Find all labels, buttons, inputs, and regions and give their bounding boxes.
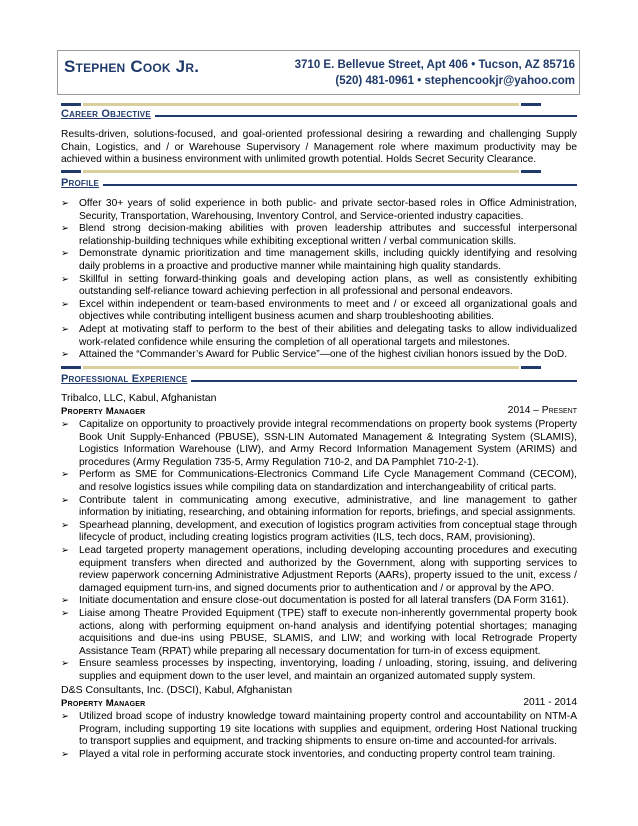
objective-divider-left (61, 170, 81, 173)
contact-block (295, 57, 575, 89)
header-box (57, 50, 580, 95)
job-1-role: Property Manager (61, 406, 146, 417)
profile-divider-right (521, 366, 541, 369)
arrow-bullet-icon: ➢ (61, 198, 69, 209)
objective-heading: Career Objective (61, 108, 155, 120)
list-item: ➢ Demonstrate dynamic prioritization and time management skills, including quickly identifying and resolving daily problems in a proactive and productive manner while maintaining high quality standards. (61, 248, 577, 272)
job-2-dates: 2011 - 2014 (523, 697, 577, 708)
arrow-bullet-icon: ➢ (61, 544, 69, 556)
arrow-bullet-icon: ➢ (61, 607, 69, 619)
job-2-company: D&S Consultants, Inc. (DSCI), Kabul, Afghanistan (61, 684, 293, 696)
objective-divider-right (521, 170, 541, 173)
phone-email-line: (520) 481-0961 • stephencookjr@yahoo.com (335, 75, 575, 87)
arrow-bullet-icon: ➢ (61, 273, 69, 285)
arrow-bullet-icon: ➢ (61, 349, 69, 361)
profile-rule (61, 184, 577, 186)
list-item: ➢ Played a vital role in performing accurate stock inventories, and conducting property control team training. (61, 748, 556, 760)
list-item: ➢ Ensure seamless processes by inspecting, inventorying, loading / unloading, storing, issuing, and delivering supplies and equipment down to the user level, and maintain an organized automated supply system. (61, 658, 577, 682)
header-divider-right (521, 103, 541, 106)
arrow-bullet-icon: ➢ (61, 519, 69, 531)
list-item: ➢ Liaise among Theatre Provided Equipment (TPE) staff to execute non-inherently governmental property book actions, along with performing equipment on-hand analysis and identifying potential shortages; managing acquisitions and due-ins using PBUSE, SLAMIS, and LIW; and working with local Retrograde Property Assistance Team (RPAT) while preparing all necessary documentation for turn-in of excess equipment. (61, 607, 577, 657)
list-item: ➢ Initiate documentation and ensure close-out documentation is posted for all lateral transfers (DA Form 3161). (61, 595, 569, 607)
list-item: ➢ Skillful in setting forward-thinking goals and developing action plans, as well as consistently exhibiting outstanding self-reliance toward achieving perfection in all professional and personal endeavors. (61, 273, 577, 298)
candidate-name: Stephen Cook Jr. (64, 57, 200, 76)
profile-divider-left (61, 366, 81, 369)
header-divider-left (61, 103, 81, 106)
profile-list (61, 198, 577, 362)
list-item: ➢ Attained the “Commander’s Award for Public Service”—one of the highest civilian honors issued by the DoD. (61, 349, 568, 361)
list-item: ➢ Spearhead planning, development, and execution of logistics program activities from conceptual stage through lifecycle of product, including creating logistics program activities (ILS, tech docs, RAM, provisioning). (61, 519, 577, 544)
job-2-role: Property Manager (61, 698, 146, 709)
arrow-bullet-icon: ➢ (61, 298, 69, 310)
job-2-bullets (61, 711, 577, 761)
arrow-bullet-icon: ➢ (61, 711, 69, 722)
arrow-bullet-icon: ➢ (61, 248, 69, 260)
profile-heading: Profile (61, 177, 103, 189)
objective-text: Results-driven, solutions-focused, and goal-oriented professional desiring a rewarding and challenging Supply Chain, Logistics, and / or Warehouse Supervisory / Management role where maximum productivity may be achieved within a business environment with unlimited growth potential. Holds Secret Security Clearance. (61, 129, 577, 166)
list-item: ➢ Perform as SME for Communications-Electronics Command Life Cycle Management Command (CECOM), and resolve logistics issues while compiling data on standardization and interchangeability of critical parts. (61, 469, 577, 493)
job-1-bullets (61, 419, 577, 683)
list-item: ➢ Adept at motivating staff to perform to the best of their abilities and delegating tasks to allow individualized work-related confidence while ensuring the completion of all operational targets and milestones. (61, 323, 577, 348)
list-item: ➢ Utilized broad scope of industry knowledge toward maintaining property control and accountability on NTM-A Program, including supporting 19 site locations with supplies and equipment, ordering Host National trucking to transport supplies and equipment, and tracking shipments to ensure on-time and accounted-for arrivals. (61, 711, 577, 748)
list-item: ➢ Excel within independent or team-based environments to meet and / or exceed all organizational goals and objectives while contributing intelligent business acumen and sharp troubleshooting abilities. (61, 298, 577, 323)
list-item: ➢ Lead targeted property management operations, including developing accounting procedures and executing equipment transfers when directed and authorized by the Government, along with supporting services to review paperwork concerning Administrative Adjustment Reports (AARs), property issued to the unit, excess / damaged equipment turn-ins, and signed documents prior to authentication and / or approval by the APO. (61, 544, 577, 594)
list-item: ➢ Contribute talent in communicating among executive, administrative, and line management to gather information by initiating, researching, and obtaining information for reports, briefings, and special assignments. (61, 494, 577, 519)
address-line: 3710 E. Bellevue Street, Apt 406 • Tucson, AZ 85716 (294, 59, 575, 71)
arrow-bullet-icon: ➢ (61, 223, 69, 235)
job-1-dates: 2014 – Present (507, 405, 577, 416)
arrow-bullet-icon: ➢ (61, 658, 69, 670)
arrow-bullet-icon: ➢ (61, 323, 69, 335)
arrow-bullet-icon: ➢ (61, 469, 69, 481)
arrow-bullet-icon: ➢ (61, 748, 69, 760)
arrow-bullet-icon: ➢ (61, 595, 69, 607)
job-1-company: Tribalco, LLC, Kabul, Afghanistan (61, 392, 217, 404)
header-divider-middle (83, 103, 519, 106)
list-item: ➢ Blend strong decision-making abilities with proven leadership attributes and successful interpersonal relationship-building techniques while exhibiting exceptional written / verbal communication skills. (61, 223, 577, 247)
list-item: ➢ Offer 30+ years of solid experience in both public- and private sector-based roles in Office Administration, Security, Transportation, Warehousing, Inventory Control, and Service-oriented industry capacities. (61, 198, 577, 222)
arrow-bullet-icon: ➢ (61, 419, 69, 430)
list-item: ➢ Capitalize on opportunity to proactively provide integral recommendations on property book systems (Property Book Unit Supply-Enhanced (PBUSE), SSN-LIN Automated Management & Integrating System (SLAMIS), Logistics Information Warehouse (LIW), and Army Record Information Management System (ARIMS) and procedures (Army Regulation 735-5, Army Regulation 710-2, and DA Pamphlet 710-2-1). (61, 419, 577, 468)
profile-divider-middle (83, 366, 519, 369)
objective-divider-middle (83, 170, 519, 173)
experience-heading: Professional Experience (61, 373, 191, 385)
arrow-bullet-icon: ➢ (61, 494, 69, 506)
